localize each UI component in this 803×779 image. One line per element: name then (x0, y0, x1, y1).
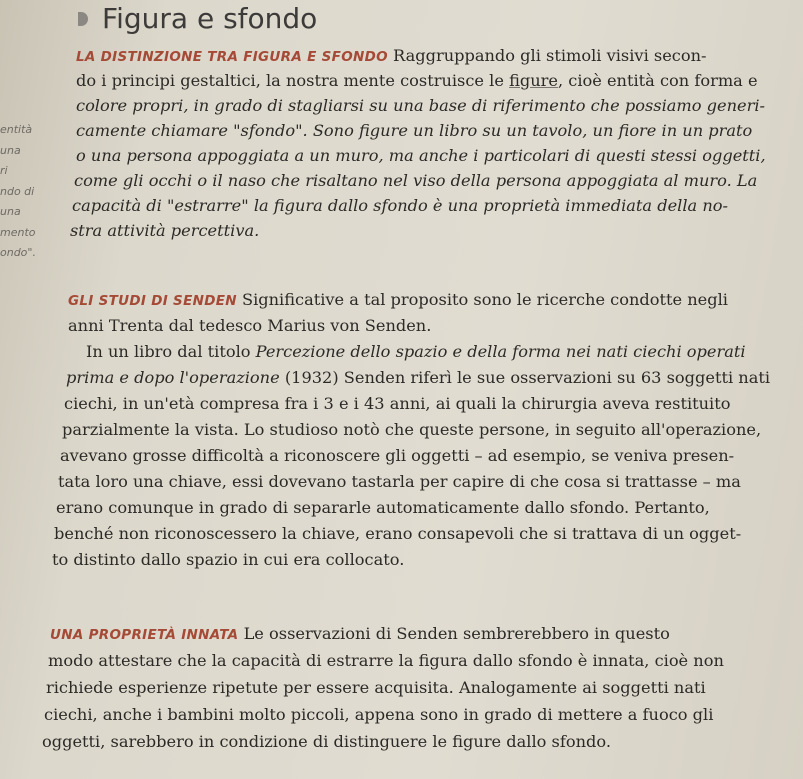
paragraph-line: oggetti, sarebbero in condizione di distinguere le figure dallo sfondo. (42, 732, 611, 751)
margin-notes (0, 120, 70, 264)
text-run: , cioè entità con forma e (557, 71, 758, 90)
page-title-text: Figura e sfondo (102, 2, 318, 35)
margin-note: ndo di (0, 184, 35, 198)
section-heading: GLI STUDI DI SENDEN (68, 293, 237, 309)
text-run: In un libro dal titolo (86, 342, 251, 361)
paragraph-line (86, 340, 746, 365)
paragraph-line (50, 622, 670, 648)
title-bullet-icon (78, 12, 88, 26)
margin-note: mento (0, 225, 36, 239)
paragraph-line (76, 69, 758, 94)
paragraph-line: to distinto dallo spazio in cui era collocato. (52, 550, 405, 569)
book-title: Percezione dello spazio e della forma nei nati ciechi operati (255, 342, 746, 361)
paragraph-line: tata loro una chiave, essi dovevano tastarla per capire di che cosa si trattasse – ma (58, 472, 741, 491)
margin-note: una (0, 143, 21, 157)
paragraph-line: o una persona appoggiata a un muro, ma anche i particolari di questi stessi oggetti, (76, 146, 766, 165)
paragraph-line: colore propri, in grado di stagliarsi su una base di riferimento che possiamo generi- (76, 96, 765, 115)
paragraph-line: ciechi, anche i bambini molto piccoli, appena sono in grado di mettere a fuoco gli (44, 705, 714, 724)
margin-note: ondo". (0, 246, 36, 259)
margin-note: entità (0, 123, 33, 136)
keyword-figure: figure (509, 71, 558, 90)
book-title: prima e dopo l'operazione (66, 368, 280, 387)
paragraph-line: avevano grosse difficoltà a riconoscere gli oggetti – ad esempio, se veniva presen- (60, 446, 735, 465)
paragraph-line: stra attività percettiva. (70, 221, 260, 240)
text-run: (1932) Senden riferì le sue osservazioni su 63 soggetti nati (284, 368, 771, 387)
page-title (78, 2, 317, 35)
paragraph-line (66, 366, 770, 391)
paragraph-line (76, 44, 706, 70)
paragraph-line: camente chiamare "sfondo". Sono figure un libro su un tavolo, un fiore in un prato (76, 121, 753, 140)
text-run: Significative a tal proposito sono le ricerche condotte negli (241, 290, 728, 309)
margin-note: una (0, 205, 21, 218)
paragraph-line (68, 288, 728, 314)
section-heading: UNA PROPRIETÀ INNATA (50, 627, 239, 643)
paragraph-line: erano comunque in grado di separarle automaticamente dallo sfondo. Pertanto, (56, 498, 710, 517)
paragraph-line: benché non riconoscessero la chiave, erano consapevoli che si trattava di un ogget- (54, 524, 742, 543)
paragraph-line: anni Trenta dal tedesco Marius von Senden. (68, 316, 432, 335)
text-run: Raggruppando gli stimoli visivi secon- (393, 46, 707, 65)
text-run: Le osservazioni di Senden sembrerebbero in questo (243, 624, 670, 643)
section-heading: LA DISTINZIONE TRA FIGURA E SFONDO (76, 49, 388, 65)
paragraph-line: modo attestare che la capacità di estrarre la figura dallo sfondo è innata, cioè non (48, 651, 724, 670)
paragraph-line: richiede esperienze ripetute per essere acquisita. Analogamente ai soggetti nati (46, 678, 706, 697)
paragraph-line: ciechi, in un'età compresa fra i 3 e i 43 anni, ai quali la chirurgia aveva restituito (64, 394, 731, 413)
paragraph-line: capacità di "estrarre" la figura dallo sfondo è una proprietà immediata della no- (72, 196, 728, 215)
paragraph-line: come gli occhi o il naso che risaltano nel viso della persona appoggiata al muro. La (74, 171, 758, 190)
margin-note: ri (0, 164, 8, 177)
text-run: do i principi gestaltici, la nostra mente costruisce le (76, 71, 504, 90)
paragraph-line: parzialmente la vista. Lo studioso notò che queste persone, in seguito all'operazione, (62, 420, 762, 439)
